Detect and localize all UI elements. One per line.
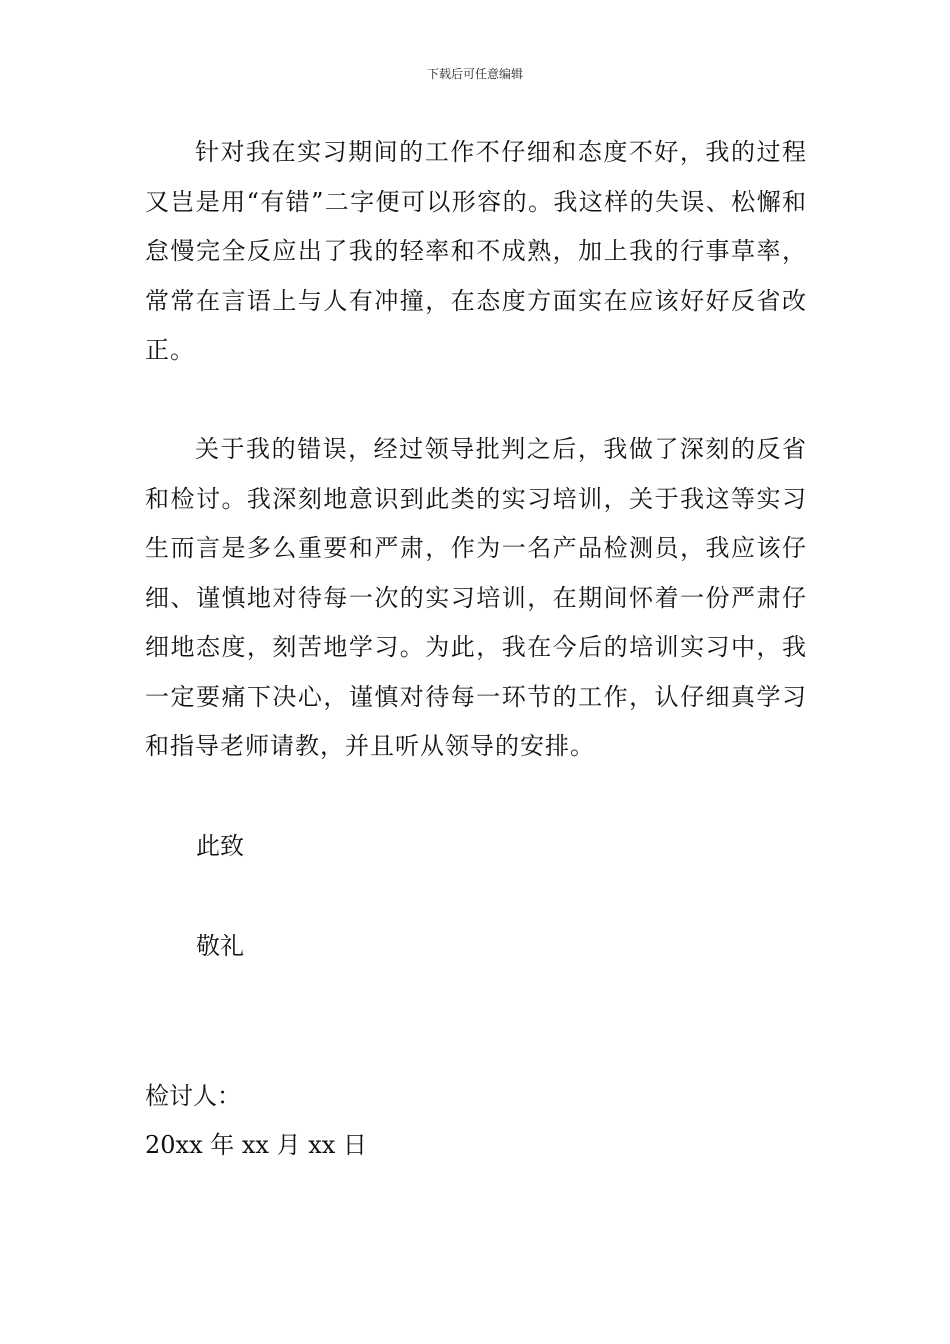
letter-paragraph-1: 针对我在实习期间的工作不仔细和态度不好，我的过程又岂是用“有错”二字便可以形容的。我这样的失误、松懈和怠慢完全反应出了我的轻率和不成熟，加上我的行事草率，常常在言语上与人有冲撞，在态度方面实在应该好好反省改正。 [145,138,807,364]
signer-label: 检讨人： [145,1082,241,1110]
letter-paragraph-2: 关于我的错误，经过领导批判之后，我做了深刻的反省和检讨。我深刻地意识到此类的实习培训，关于我这等实习生而言是多么重要和严肃，作为一名产品检测员，我应该仔细、谨慎地对待每一次的实习培训，在期间怀着一份严肃仔细地态度，刻苦地学习。为此，我在今后的培训实习中，我一定要痛下决心，谨慎对待每一环节的工作，认仔细真学习和指导老师请教，并且听从领导的安排。 [145,435,807,760]
page-header-note: 下载后可任意编辑 [426,67,523,81]
letter-date: 20xx 年 xx 月 xx 日 [145,1131,367,1159]
closing-salutation: 此致 [196,832,244,860]
closing-regards: 敬礼 [196,932,244,960]
